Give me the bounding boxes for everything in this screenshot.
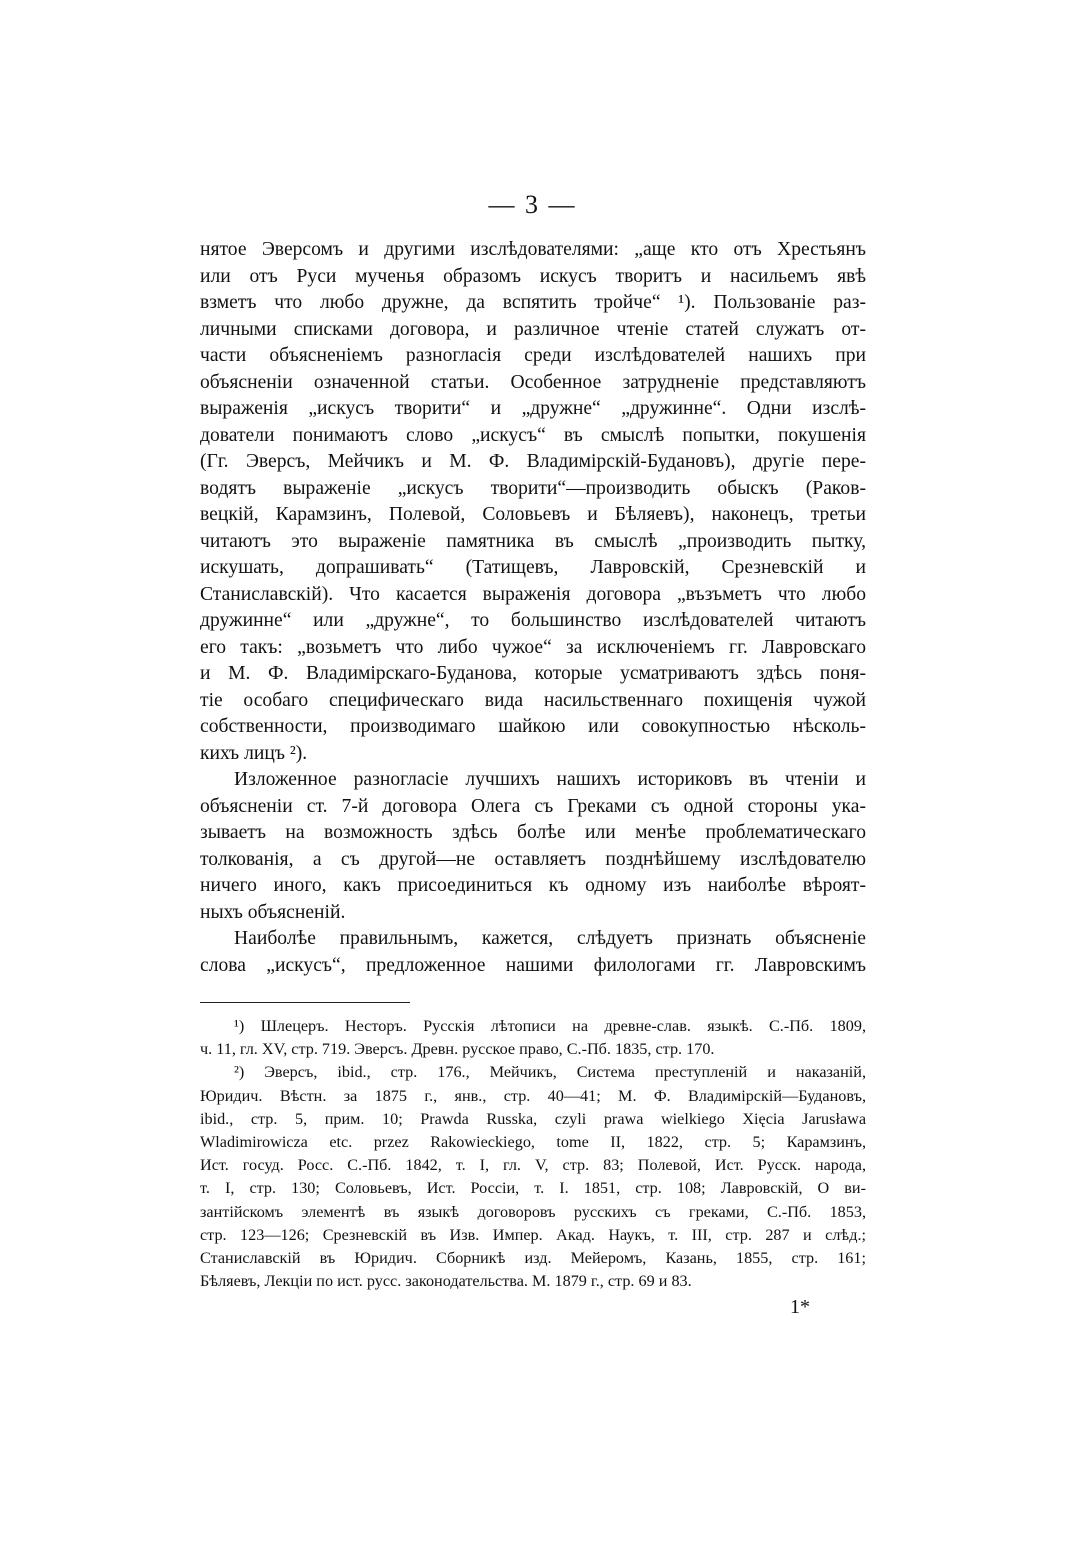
footnote-line: Юридич. Вѣстн. за 1875 г., янв., стр. 40—41; М. Ф. Владимірскій—Будановъ,: [200, 1086, 866, 1105]
text-line: зываетъ на возможность здѣсь болѣе или менѣе проблематическаго: [200, 822, 866, 843]
text-line: слова „искусъ“, предложенное нашими филологами гг. Лавровскимъ: [200, 954, 866, 976]
text-line: искушать, допрашивать“ (Татищевъ, Лавровскій, Срезневскій и: [200, 557, 866, 578]
text-line: Наиболѣе правильнымъ, кажется, слѣдуетъ признать объясненіе: [234, 928, 866, 949]
text-line: объясненіи означенной статьи. Особенное затрудненіе представляютъ: [200, 371, 866, 393]
text-line: Станиславскій). Что касается выраженія договора „възъметъ что любо: [200, 583, 866, 605]
footnote-line: Wladimirowicza etc. przez Rakowieckiego, tome II, 1822, стр. 5; Карамзинъ,: [200, 1132, 866, 1151]
footnote-line: Ист. госуд. Росс. С.-Пб. 1842, т. I, гл. V, стр. 83; Полевой, Ист. Русск. народа,: [200, 1156, 866, 1175]
text-line: и М. Ф. Владимірскаго-Буданова, которые усматриваютъ здѣсь поня-: [200, 663, 866, 684]
signature-mark: 1*: [790, 1296, 810, 1318]
footnote-line: ¹) Шлецеръ. Несторъ. Русскія лѣтописи на древне-слав. языкѣ. С.-Пб. 1809,: [234, 1017, 866, 1035]
text-line: кихъ лицъ ²).: [200, 742, 308, 764]
footnotes: [200, 1015, 866, 1293]
text-line: дователи понимаютъ слово „искусъ“ въ смыслѣ попытки, покушенія: [200, 424, 866, 446]
text-line: Изложенное разногласіе лучшихъ нашихъ историковъ въ чтеніи и: [234, 769, 866, 790]
page-number: — 3 —: [488, 190, 577, 219]
footnote-line: зантійскомъ элементѣ въ языкѣ договоровъ русскихъ съ греками, С.-Пб. 1853,: [200, 1202, 866, 1221]
text-line: объясненіи ст. 7-й договора Олега съ Греками съ одной стороны ука-: [200, 795, 866, 817]
text-line: выраженія „искусъ творити“ и „дружне“ „дружинне“. Одни изслѣ-: [200, 398, 866, 419]
text-line: толкованія, а съ другой—не оставляетъ позднѣйшему изслѣдователю: [200, 848, 866, 870]
text-line: взметъ что любо дружне, да вспятить тройче“ ¹). Пользованіе раз-: [200, 292, 866, 313]
footnote-line: Станиславскій въ Юридич. Сборникѣ изд. Мейеромъ, Казань, 1855, стр. 161;: [200, 1248, 866, 1267]
text-line: собственности, производимаго шайкою или совокупностью нѣсколь-: [200, 716, 866, 737]
main-text: [200, 237, 866, 979]
footnote-line: Бѣляевъ, Лекціи по ист. русс. законодательства. М. 1879 г., стр. 69 и 83.: [200, 1272, 692, 1291]
text-line: ныхъ объясненій.: [200, 901, 346, 923]
footnote-line: т. I, стр. 130; Соловьевъ, Ист. Россіи, т. I. 1851, стр. 108; Лавровскій, О ви-: [200, 1179, 866, 1198]
footnote-line: ²) Эверсъ, ibid., стр. 176., Мейчикъ, Система преступленій и наказаній,: [234, 1063, 866, 1082]
text-line: читаютъ это выраженіе памятника въ смыслѣ „производить пытку,: [200, 530, 866, 552]
text-line: личными списками договора, и различное чтеніе статей служатъ от-: [200, 318, 866, 340]
text-line: нятое Эверсомъ и другими изслѣдователями: „аще кто отъ Хрестьянъ: [200, 239, 866, 260]
footnote-line: ibid., стр. 5, прим. 10; Prawda Russka, czyli prawa wielkiego Xięcia Jarusława: [200, 1109, 866, 1128]
text-line: или отъ Руси мученья образомъ искусъ творитъ и насильемъ явѣ: [200, 265, 866, 287]
text-line: дружинне“ или „дружне“, то большинство изслѣдователей читаютъ: [200, 610, 866, 631]
footnote-divider: [200, 1002, 410, 1003]
text-line: его такъ: „возьметъ что либо чужое“ за исключеніемъ гг. Лавровскаго: [200, 636, 866, 658]
text-line: тіе особаго специфическаго вида насильственнаго похищенія чужой: [200, 689, 866, 711]
footnote-line: стр. 123—126; Срезневскій въ Изв. Импер. Акад. Наукъ, т. III, стр. 287 и слѣд.;: [200, 1225, 866, 1244]
text-line: ничего иного, какъ присоединиться къ одному изъ наиболѣе вѣроят-: [200, 875, 866, 896]
footnote-line: ч. 11, гл. XV, стр. 719. Эверсъ. Древн. русское право, С.-Пб. 1835, стр. 170.: [200, 1040, 715, 1059]
text-line: водятъ выраженіе „искусъ творити“—производить обыскъ (Раков-: [200, 477, 866, 499]
text-line: части объясненіемъ разногласія среди изслѣдователей нашихъ при: [200, 345, 866, 366]
text-line: вецкій, Карамзинъ, Полевой, Соловьевъ и Бѣляевъ), наконецъ, третьи: [200, 504, 866, 525]
text-line: (Гг. Эверсъ, Мейчикъ и М. Ф. Владимірскій-Будановъ), другіе пере-: [200, 451, 866, 472]
